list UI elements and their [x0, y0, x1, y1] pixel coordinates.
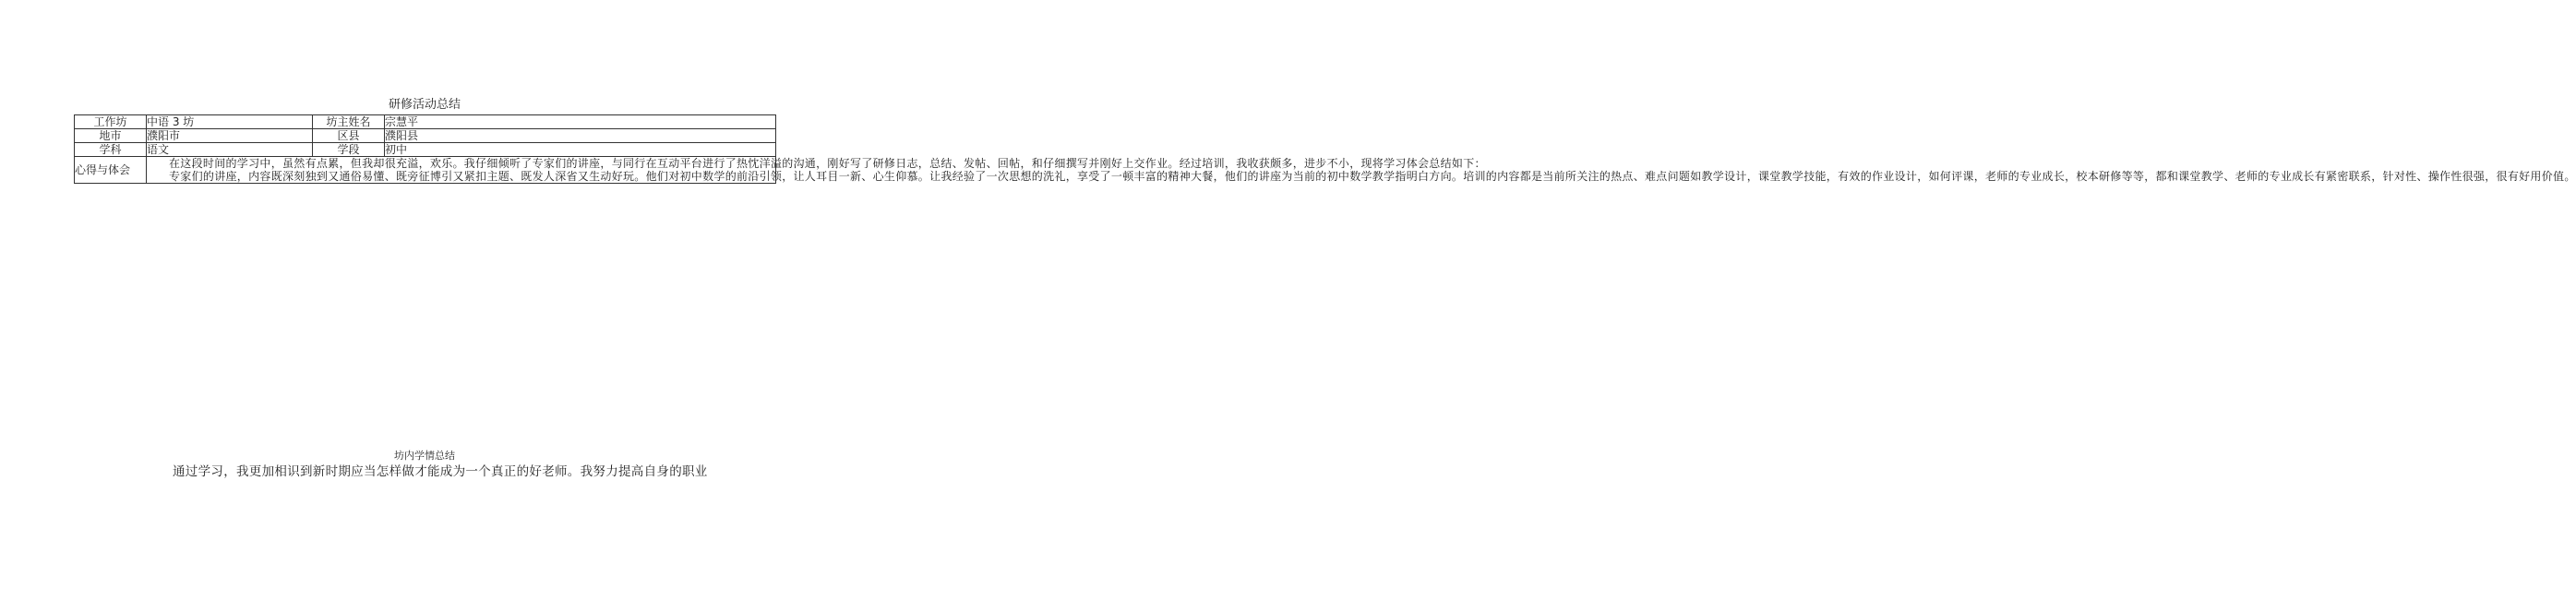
- label-host-name: 坊主姓名: [313, 115, 385, 129]
- label-county: 区县: [313, 129, 385, 143]
- reflection-paragraph-1: 在这段时间的学习中，虽然有点累，但我却很充溢，欢乐。我仔细倾听了专家们的讲座，与同行在互动平台进行了热忱洋溢的沟通，刚好写了研修日志，总结、发帖、回帖，和仔细撰写并刚好上交作业。经过培训，我收获颇多，进步不小，现将学习体会总结如下：: [169, 157, 1486, 170]
- value-host-name: 宗慧平: [385, 115, 776, 129]
- label-stage: 学段: [313, 143, 385, 157]
- label-workshop: 工作坊: [75, 115, 147, 129]
- document-title: 研修活动总结: [388, 98, 461, 112]
- workshop-summary-paragraph: 通过学习，我更加相识到新时期应当怎样做才能成为一个真正的好老师。我努力提高自身的职业: [173, 464, 708, 479]
- value-stage: 初中: [385, 143, 776, 157]
- label-reflection: 心得与体会: [75, 157, 147, 184]
- value-city: 濮阳市: [147, 129, 313, 143]
- table-row: [75, 129, 776, 143]
- label-subject: 学科: [75, 143, 147, 157]
- section-title-workshop-summary: 坊内学情总结: [394, 450, 455, 462]
- label-city: 地市: [75, 129, 147, 143]
- value-subject: 语文: [147, 143, 313, 157]
- table-row: [75, 143, 776, 157]
- value-workshop: 中语 3 坊: [147, 115, 313, 129]
- table-row: [75, 157, 776, 184]
- reflection-paragraph-2: 专家们的讲座，内容既深刻独到又通俗易懂、既旁征博引又紧扣主题、既发人深省又生动好玩。他们对初中数学的前沿引领，让人耳目一新、心生仰慕。让我经验了一次思想的洗礼，享受了一顿丰富的精神大餐，他们的讲座为当前的初中数学教学指明白方向。培训的内容都是当前所关注的热点、难点问题如教学设计，课堂教学技能，有效的作业设计，如何评课，老师的专业成长，校本研修等等，都和课堂教学、老师的专业成长有紧密联系，针对性、操作性很强，很有好用价值。: [169, 170, 2576, 183]
- reflection-content: [147, 157, 2576, 184]
- table-row: [75, 115, 776, 129]
- value-county: 濮阳县: [385, 129, 776, 143]
- info-table: [74, 114, 2576, 184]
